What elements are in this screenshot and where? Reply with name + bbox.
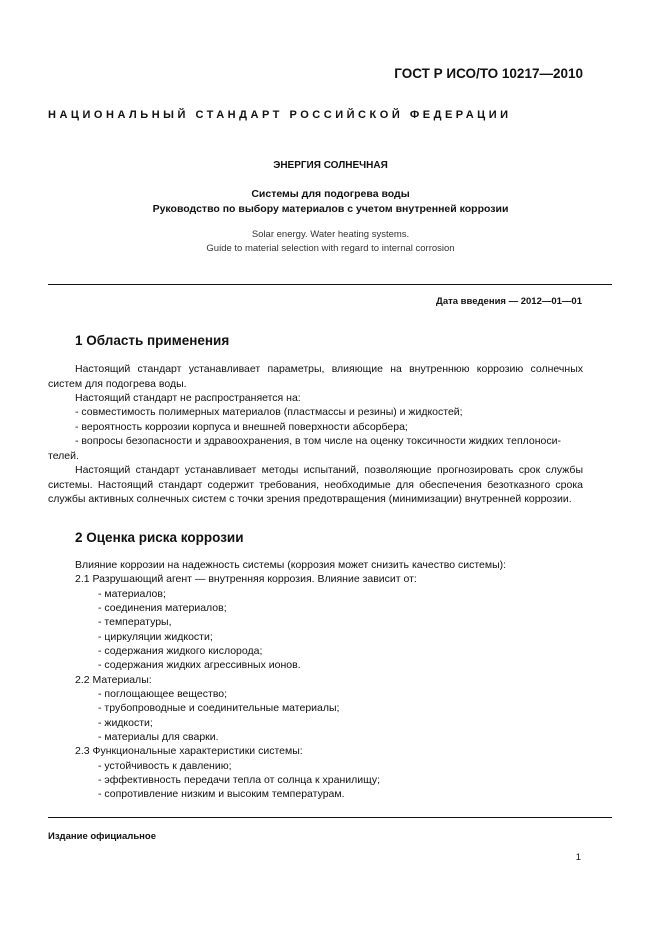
- section-1-paragraph-3: Настоящий стандарт устанавливает методы испытаний, позволяющие прогнозировать срок службы системы. Настоящий стандарт содержит требования, необходимые для обеспечения безотказного срока службы активных солнечных систем с точки зрения предотвращения (минимизации) внутренней коррозии.: [48, 464, 583, 505]
- clause-2-2-item: - жидкости;: [98, 717, 153, 729]
- standard-subtitle-2: Руководство по выбору материалов с учетом внутренней коррозии: [152, 203, 509, 215]
- english-title-2: Guide to material selection with regard to internal corrosion: [206, 243, 455, 254]
- clause-2-1-item: - температуры,: [98, 616, 172, 628]
- top-divider: [48, 284, 612, 285]
- clause-2-2-item: - поглощающее вещество;: [98, 688, 228, 700]
- section-1-paragraph-2: Настоящий стандарт не распространяется на:: [75, 392, 301, 404]
- section-1-heading: 1 Область применения: [75, 333, 230, 348]
- section-1-bullet-3-continuation: телей.: [48, 450, 79, 462]
- section-1-bullet-1: - совместимость полимерных материалов (пластмассы и резины) и жидкостей;: [75, 406, 463, 418]
- clause-2-3-item: - устойчивость к давлению;: [98, 760, 232, 772]
- clause-2-1-item: - содержания жидкого кислорода;: [98, 645, 263, 657]
- section-1-bullet-2: - вероятность коррозии корпуса и внешней поверхности абсорбера;: [75, 421, 408, 433]
- clause-2-2-item: - трубопроводные и соединительные материалы;: [98, 702, 340, 714]
- introduction-date: Дата введения — 2012—01—01: [436, 296, 582, 307]
- clause-2-1-item: - материалов;: [98, 588, 166, 600]
- clause-2-2: 2.2 Материалы:: [75, 674, 152, 686]
- clause-2-2-item: - материалы для сварки.: [98, 731, 219, 743]
- page-number: 1: [575, 852, 581, 863]
- clause-2-1-item: - соединения материалов;: [98, 602, 227, 614]
- clause-2-1-item: - циркуляции жидкости;: [98, 631, 213, 643]
- section-2-heading: 2 Оценка риска коррозии: [75, 530, 244, 545]
- clause-2-3: 2.3 Функциональные характеристики системы:: [75, 745, 303, 757]
- section-1-bullet-3: - вопросы безопасности и здравоохранения, в том числе на оценку токсичности жидких теплоноси-: [75, 435, 561, 447]
- standard-title: ЭНЕРГИЯ СОЛНЕЧНАЯ: [273, 160, 388, 171]
- national-standard-banner: НАЦИОНАЛЬНЫЙ СТАНДАРТ РОССИЙСКОЙ ФЕДЕРАЦИИ: [48, 109, 512, 121]
- clause-2-3-item: - эффективность передачи тепла от солнца к хранилищу;: [98, 774, 381, 786]
- standard-subtitle-1: Системы для подогрева воды: [251, 188, 410, 200]
- clause-2-3-item: - сопротивление низким и высоким температурам.: [98, 788, 345, 800]
- section-2-intro: Влияние коррозии на надежность системы (коррозия может снизить качество системы):: [75, 559, 507, 571]
- section-1-paragraph-1: Настоящий стандарт устанавливает параметры, влияющие на внутреннюю коррозию солнечных систем для подогрева воды.: [48, 363, 583, 390]
- clause-2-1-item: - содержания жидких агрессивных ионов.: [98, 659, 301, 671]
- document-code: ГОСТ Р ИСО/ТО 10217—2010: [394, 66, 583, 81]
- footer-divider: [48, 817, 612, 818]
- english-title-1: Solar energy. Water heating systems.: [251, 229, 410, 240]
- official-edition-note: Издание официальное: [48, 831, 156, 842]
- clause-2-1: 2.1 Разрушающий агент — внутренняя коррозия. Влияние зависит от:: [75, 573, 417, 585]
